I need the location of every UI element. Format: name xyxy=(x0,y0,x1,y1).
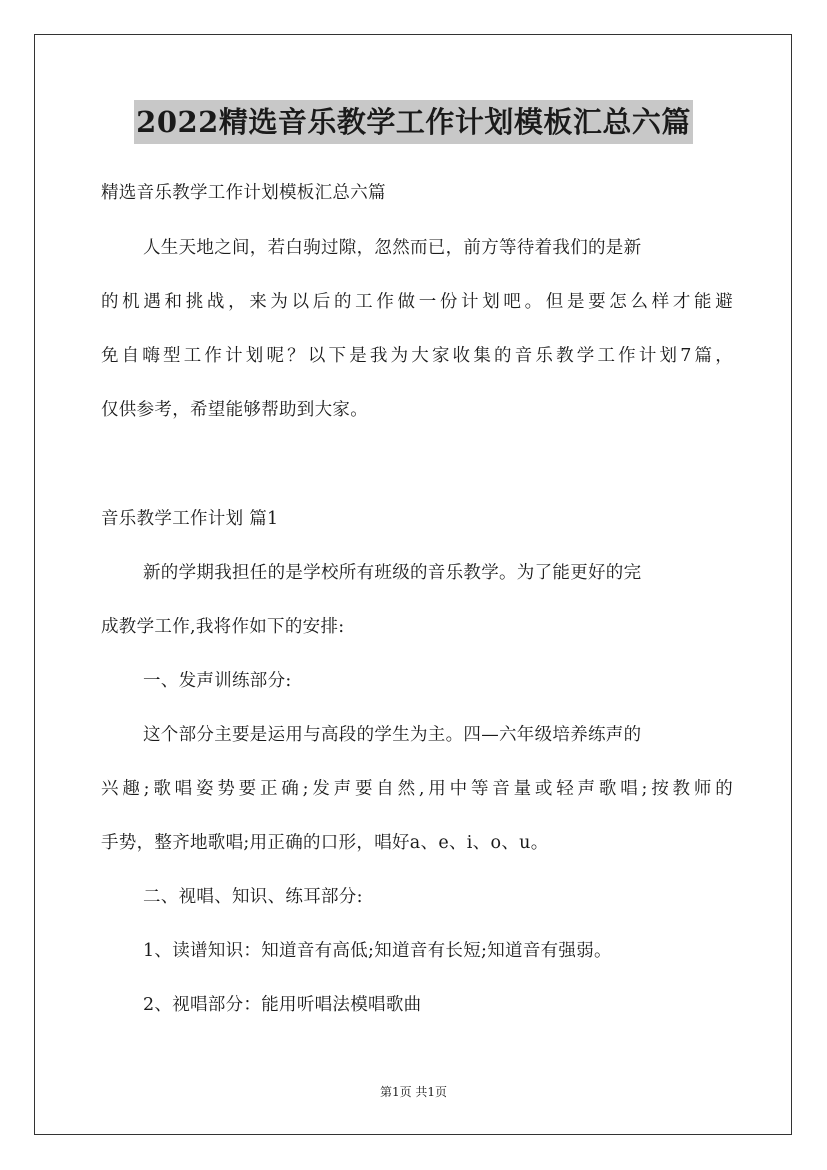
document-title: 2022精选音乐教学工作计划模板汇总六篇 xyxy=(134,100,693,144)
part-1-line-2: 兴趣;歌唱姿势要正确;发声要自然,用中等音量或轻声歌唱;按教师的 xyxy=(101,779,733,799)
section-heading: 音乐教学工作计划 篇1 xyxy=(101,509,279,529)
paragraph-1-line-2: 成教学工作,我将作如下的安排: xyxy=(101,617,345,637)
page-footer: 第1页 共1页 xyxy=(379,1085,448,1099)
part-1-line-1: 这个部分主要是运用与高段的学生为主。四—六年级培养练声的 xyxy=(143,725,642,745)
list-item-2: 2、视唱部分：能用听唱法模唱歌曲 xyxy=(143,995,422,1015)
intro-line-4: 仅供参考，希望能够帮助到大家。 xyxy=(101,400,368,420)
intro-line-3: 免自嗨型工作计划呢？以下是我为大家收集的音乐教学工作计划7篇， xyxy=(101,346,733,366)
list-item-1: 1、读谱知识：知道音有高低;知道音有长短;知道音有强弱。 xyxy=(143,941,612,961)
title-container xyxy=(0,100,827,144)
paragraph-1-line-1: 新的学期我担任的是学校所有班级的音乐教学。为了能更好的完 xyxy=(143,563,642,583)
intro-line-1: 人生天地之间，若白驹过隙，忽然而已，前方等待着我们的是新 xyxy=(143,238,642,258)
part-2-heading: 二、视唱、知识、练耳部分: xyxy=(143,887,363,907)
document-subtitle: 精选音乐教学工作计划模板汇总六篇 xyxy=(101,183,386,203)
part-1-heading: 一、发声训练部分: xyxy=(143,671,292,691)
intro-line-2: 的机遇和挑战，来为以后的工作做一份计划吧。但是要怎么样才能避 xyxy=(101,292,733,312)
part-1-line-3: 手势，整齐地歌唱;用正确的口形，唱好a、e、i、o、u。 xyxy=(101,833,549,853)
